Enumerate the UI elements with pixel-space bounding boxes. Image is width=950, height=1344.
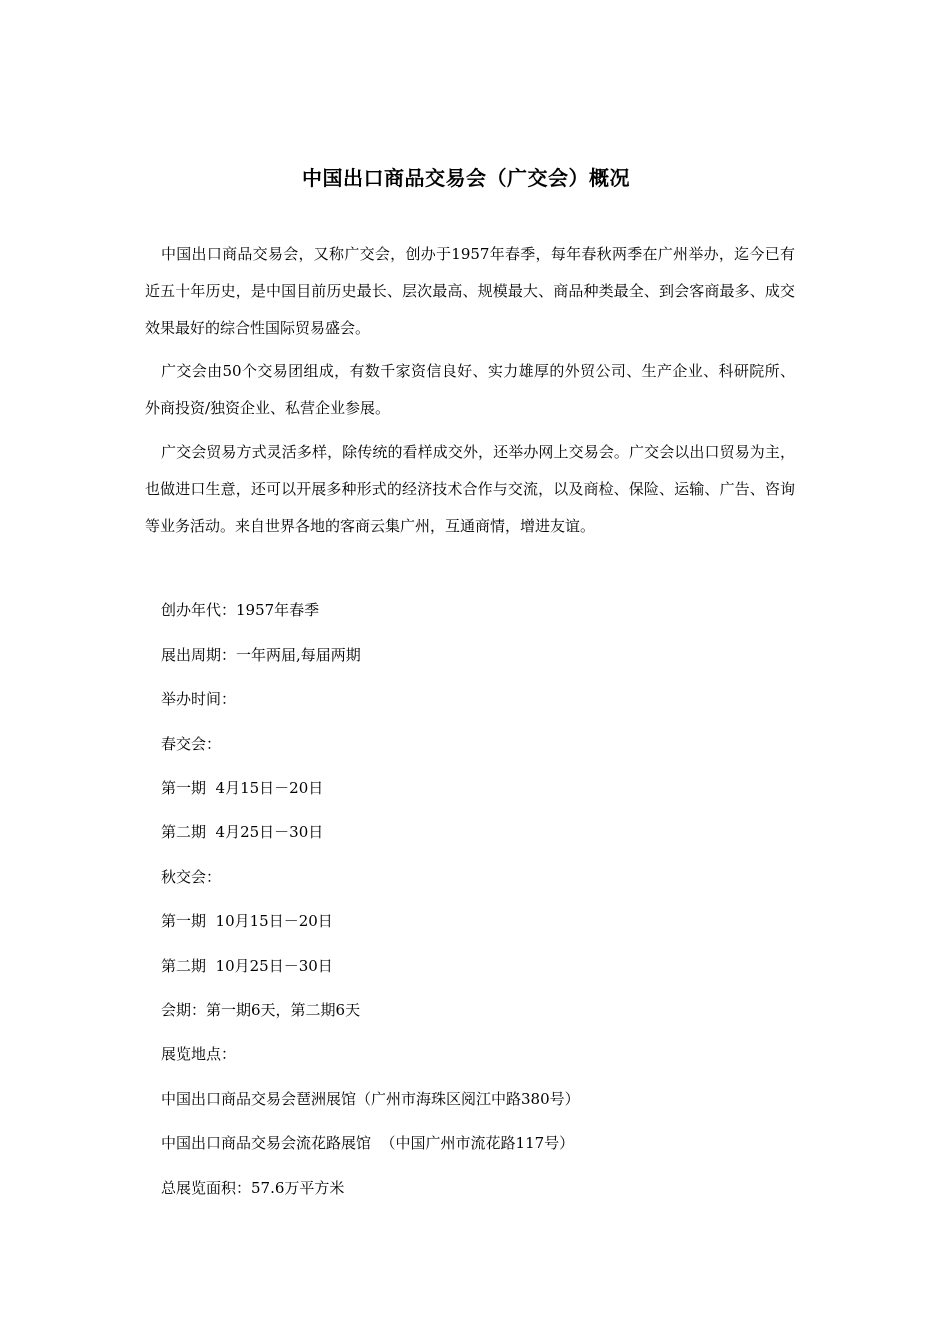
trade-methods-paragraph: 广交会贸易方式灵活多样，除传统的看样成交外，还举办网上交易会。广交会以出口贸易为主，也做进口生意，还可以开展多种形式的经济技术合作与交流，以及商检、保险、运输、广告、咨询等业务活动。来自世界各地的客商云集广州，互通商情，增进友谊。 (145, 443, 795, 535)
autumn-phase-one: 第一期 10月15日－20日 (161, 912, 333, 930)
pazhou-venue-line: 中国出口商品交易会琶洲展馆（广州市海珠区阅江中路380号） (161, 1090, 580, 1108)
intro-paragraph: 中国出口商品交易会，又称广交会，创办于1957年春季，每年春秋两季在广州举办，迄今已有近五十年历史，是中国目前历史最长、层次最高、规模最大、商品种类最全、到会客商最多、成交效果最好的综合性国际贸易盛会。 (145, 245, 795, 337)
founded-line: 创办年代：1957年春季 (161, 601, 320, 619)
schedule-heading: 举办时间： (161, 690, 237, 708)
spring-phase-one: 第一期 4月15日－20日 (161, 779, 324, 797)
liuhua-venue-line: 中国出口商品交易会流花路展馆 （中国广州市流花路117号） (161, 1134, 575, 1152)
autumn-phase-two: 第二期 10月25日－30日 (161, 957, 333, 975)
spring-phase-two: 第二期 4月25日－30日 (161, 823, 324, 841)
document-title: 中国出口商品交易会（广交会）概况 (302, 166, 630, 190)
cycle-line: 展出周期：一年两届,每届两期 (161, 646, 361, 664)
venue-heading: 展览地点： (161, 1045, 237, 1063)
exhibitors-paragraph: 广交会由50个交易团组成，有数千家资信良好、实力雄厚的外贸公司、生产企业、科研院所、外商投资/独资企业、私营企业参展。 (145, 362, 795, 417)
total-area-line: 总展览面积：57.6万平方米 (161, 1179, 345, 1197)
autumn-fair-heading: 秋交会： (161, 868, 222, 886)
duration-line: 会期：第一期6天，第二期6天 (161, 1001, 361, 1019)
spring-fair-heading: 春交会： (161, 735, 222, 753)
